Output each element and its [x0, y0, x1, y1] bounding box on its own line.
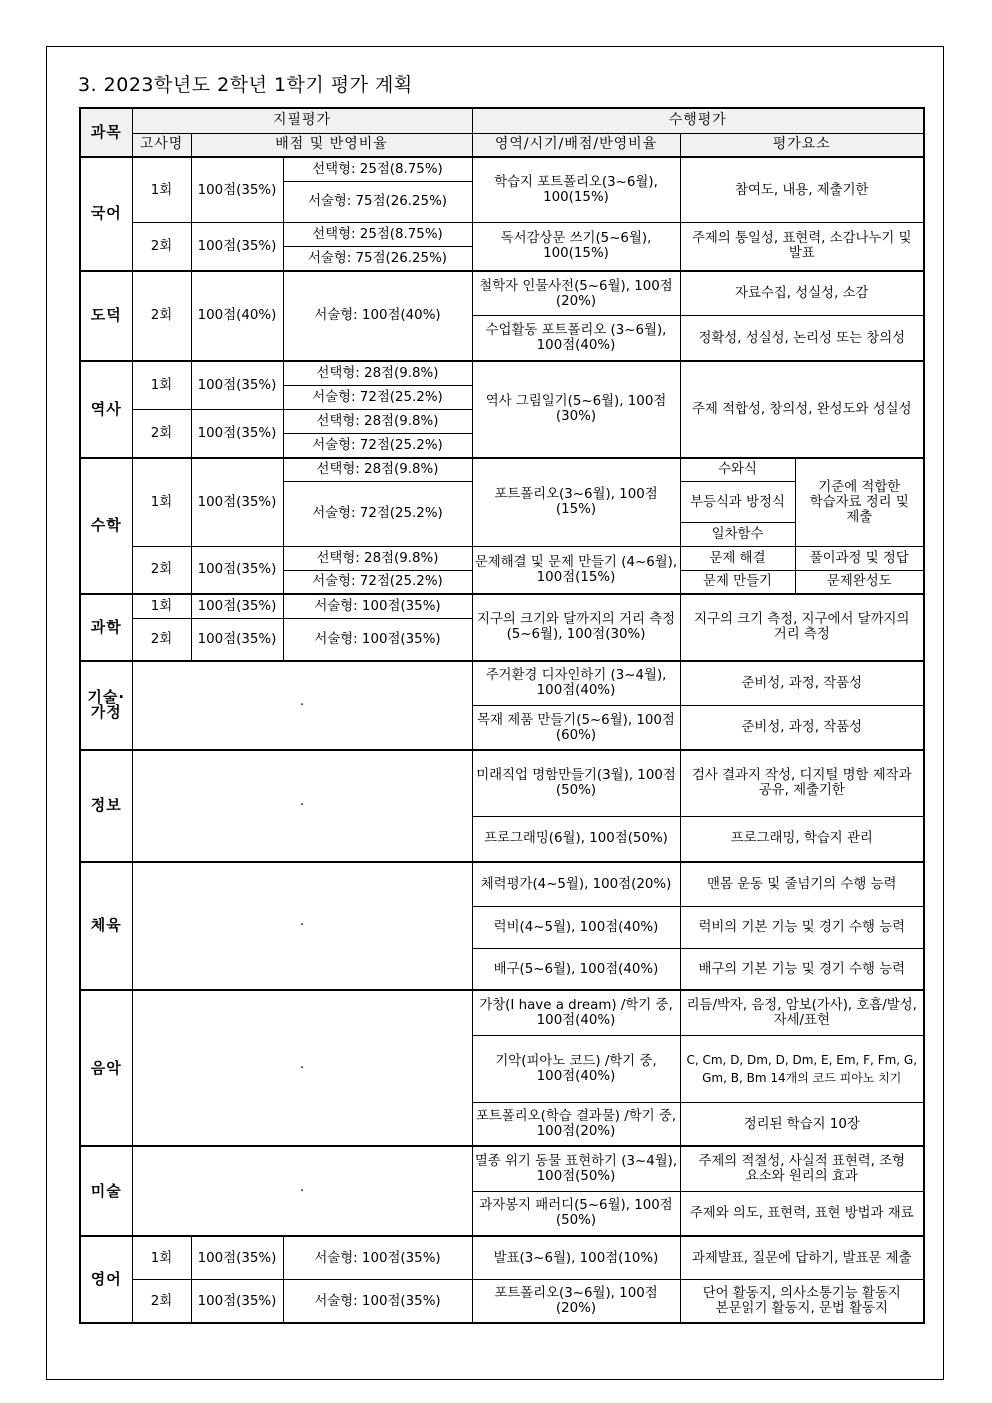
performance-area: 기악(피아노 코드) /학기 중, 100점(40%)	[472, 1035, 680, 1102]
subject-english: 영어	[80, 1236, 132, 1323]
exam-score: 100점(35%)	[191, 1236, 283, 1279]
page-title: 3. 2023학년도 2학년 1학기 평가 계획	[78, 74, 413, 96]
subject-korean: 국어	[80, 157, 132, 271]
element-sub: 일차함수	[680, 523, 795, 546]
performance-area: 지구의 크기와 달까지의 거리 측정(5~6월), 100점(30%)	[472, 594, 680, 660]
header-exam: 고사명	[132, 133, 191, 157]
exam-name: 1회	[132, 1236, 191, 1279]
performance-area: 발표(3~6월), 100점(10%)	[472, 1236, 680, 1279]
performance-area: 포트폴리오(학습 결과물) /학기 중, 100점(20%)	[472, 1103, 680, 1146]
descriptive-score: 서술형: 72점(25.2%)	[283, 482, 472, 546]
performance-area: 프로그래밍(6월), 100점(50%)	[472, 816, 680, 861]
performance-elements: 단어 활동지, 의사소통기능 활동지 본문읽기 활동지, 문법 활동지	[680, 1280, 924, 1323]
subject-science: 과학	[80, 594, 132, 660]
element-sub-detail: 문제완성도	[795, 570, 924, 594]
descriptive-score: 서술형: 100점(35%)	[283, 1280, 472, 1323]
exam-score: 100점(35%)	[191, 223, 283, 271]
no-written-exam: ·	[132, 750, 472, 862]
performance-elements: 정리된 학습지 10장	[680, 1103, 924, 1146]
element-sub: 수와식	[680, 458, 795, 482]
performance-elements: 주제와 의도, 표현력, 표현 방법과 재료	[680, 1191, 924, 1236]
descriptive-score: 서술형: 100점(35%)	[283, 594, 472, 618]
performance-elements: 정확성, 성실성, 논리성 또는 창의성	[680, 316, 924, 361]
performance-elements: C, Cm, D, Dm, D, Dm, E, Em, F, Fm, G, Gm, B, Bm 14개의 코드 피아노 치기	[680, 1035, 924, 1102]
descriptive-score: 서술형: 75점(26.25%)	[283, 247, 472, 271]
exam-name: 2회	[132, 618, 191, 660]
exam-score: 100점(35%)	[191, 157, 283, 222]
performance-area: 멸종 위기 동물 표현하기 (3~4월), 100점(50%)	[472, 1146, 680, 1191]
performance-area: 체력평가(4~5월), 100점(20%)	[472, 862, 680, 907]
performance-elements: 맨몸 운동 및 줄넘기의 수행 능력	[680, 862, 924, 907]
exam-name: 2회	[132, 1280, 191, 1323]
performance-area: 독서감상문 쓰기(5~6월), 100(15%)	[472, 223, 680, 271]
performance-elements: 럭비의 기본 기능 및 경기 수행 능력	[680, 907, 924, 949]
evaluation-plan-table	[79, 107, 925, 1324]
performance-elements: 지구의 크기 측정, 지구에서 달까지의 거리 측정	[680, 594, 924, 660]
descriptive-score: 서술형: 72점(25.2%)	[283, 434, 472, 458]
subject-history: 역사	[80, 361, 132, 457]
performance-area: 미래직업 명함만들기(3월), 100점(50%)	[472, 750, 680, 816]
descriptive-score: 서술형: 72점(25.2%)	[283, 570, 472, 594]
performance-area: 철학자 인물사전(5~6월), 100점(20%)	[472, 271, 680, 316]
performance-area: 주거환경 디자인하기 (3~4월), 100점(40%)	[472, 661, 680, 706]
exam-score: 100점(35%)	[191, 458, 283, 546]
selective-score: 선택형: 25점(8.75%)	[283, 223, 472, 247]
performance-area: 역사 그림일기(5~6월), 100점(30%)	[472, 361, 680, 457]
performance-elements: 주제의 통일성, 표현력, 소감나누기 및 발표	[680, 223, 924, 271]
descriptive-score: 서술형: 72점(25.2%)	[283, 385, 472, 409]
exam-name: 1회	[132, 157, 191, 222]
header-score-ratio: 배점 및 반영비율	[191, 133, 472, 157]
descriptive-score: 서술형: 100점(35%)	[283, 1236, 472, 1279]
selective-score: 선택형: 28점(9.8%)	[283, 458, 472, 482]
header-performance: 수행평가	[472, 108, 924, 133]
performance-area: 가창(I have a dream) /학기 중, 100점(40%)	[472, 990, 680, 1035]
performance-area: 학습지 포트폴리오(3~6월), 100(15%)	[472, 157, 680, 222]
exam-name: 2회	[132, 409, 191, 457]
performance-elements: 자료수집, 성실성, 소감	[680, 271, 924, 316]
performance-elements: 배구의 기본 기능 및 경기 수행 능력	[680, 949, 924, 990]
performance-elements: 참여도, 내용, 제출기한	[680, 157, 924, 222]
performance-elements: 프로그래밍, 학습지 관리	[680, 816, 924, 861]
descriptive-score: 서술형: 75점(26.25%)	[283, 181, 472, 222]
no-written-exam: ·	[132, 1146, 472, 1236]
exam-score: 100점(40%)	[191, 271, 283, 361]
header-written: 지필평가	[132, 108, 472, 133]
element-sub: 문제 만들기	[680, 570, 795, 594]
exam-name: 1회	[132, 361, 191, 409]
selective-score: 선택형: 28점(9.8%)	[283, 409, 472, 433]
performance-area: 수업활동 포트폴리오 (3~6월), 100점(40%)	[472, 316, 680, 361]
performance-area: 럭비(4~5월), 100점(40%)	[472, 907, 680, 949]
selective-score: 선택형: 25점(8.75%)	[283, 157, 472, 181]
performance-area: 포트폴리오(3~6월), 100점(15%)	[472, 458, 680, 546]
performance-elements: 리듬/박자, 음정, 암보(가사), 호흡/발성, 자세/표현	[680, 990, 924, 1035]
performance-area: 과자봉지 패러디(5~6월), 100점(50%)	[472, 1191, 680, 1236]
no-written-exam: ·	[132, 862, 472, 991]
subject-math: 수학	[80, 458, 132, 595]
subject-info: 정보	[80, 750, 132, 862]
exam-name: 1회	[132, 594, 191, 618]
exam-score: 100점(35%)	[191, 618, 283, 660]
performance-elements: 검사 결과지 작성, 디지털 명함 제작과 공유, 제출기한	[680, 750, 924, 816]
header-subject: 과목	[80, 108, 132, 157]
performance-area: 문제해결 및 문제 만들기 (4~6월), 100점(15%)	[472, 546, 680, 594]
header-elements: 평가요소	[680, 133, 924, 157]
performance-elements: 준비성, 과정, 작품성	[680, 706, 924, 750]
performance-elements: 주제의 적절성, 사실적 표현력, 조형 요소와 원리의 효과	[680, 1146, 924, 1191]
performance-area: 배구(5~6월), 100점(40%)	[472, 949, 680, 990]
exam-score: 100점(35%)	[191, 361, 283, 409]
exam-name: 2회	[132, 546, 191, 594]
selective-score: 선택형: 28점(9.8%)	[283, 361, 472, 385]
element-sub: 문제 해결	[680, 546, 795, 570]
descriptive-score: 서술형: 100점(35%)	[283, 618, 472, 660]
header-area: 영역/시기/배점/반영비율	[472, 133, 680, 157]
performance-area: 포트폴리오(3~6월), 100점(20%)	[472, 1280, 680, 1323]
performance-elements: 준비성, 과정, 작품성	[680, 661, 924, 706]
performance-elements: 과제발표, 질문에 답하기, 발표문 제출	[680, 1236, 924, 1279]
subject-ethics: 도덕	[80, 271, 132, 361]
selective-score: 선택형: 28점(9.8%)	[283, 546, 472, 570]
subject-tech-home: 기술·가정	[80, 661, 132, 750]
no-written-exam: ·	[132, 661, 472, 750]
subject-pe: 체육	[80, 862, 132, 991]
exam-name: 1회	[132, 458, 191, 546]
performance-elements: 기준에 적합한 학습자료 정리 및 제출	[795, 458, 924, 546]
element-sub-detail: 풀이과정 및 정답	[795, 546, 924, 570]
exam-score: 100점(35%)	[191, 1280, 283, 1323]
exam-name: 2회	[132, 223, 191, 271]
performance-elements: 주제 적합성, 창의성, 완성도와 성실성	[680, 361, 924, 457]
exam-score: 100점(35%)	[191, 594, 283, 618]
descriptive-score: 서술형: 100점(40%)	[283, 271, 472, 361]
subject-music: 음악	[80, 990, 132, 1146]
no-written-exam: ·	[132, 990, 472, 1146]
element-sub: 부등식과 방정식	[680, 482, 795, 523]
exam-name: 2회	[132, 271, 191, 361]
exam-score: 100점(35%)	[191, 409, 283, 457]
performance-area: 목재 제품 만들기(5~6월), 100점(60%)	[472, 706, 680, 750]
exam-score: 100점(35%)	[191, 546, 283, 594]
subject-art: 미술	[80, 1146, 132, 1236]
